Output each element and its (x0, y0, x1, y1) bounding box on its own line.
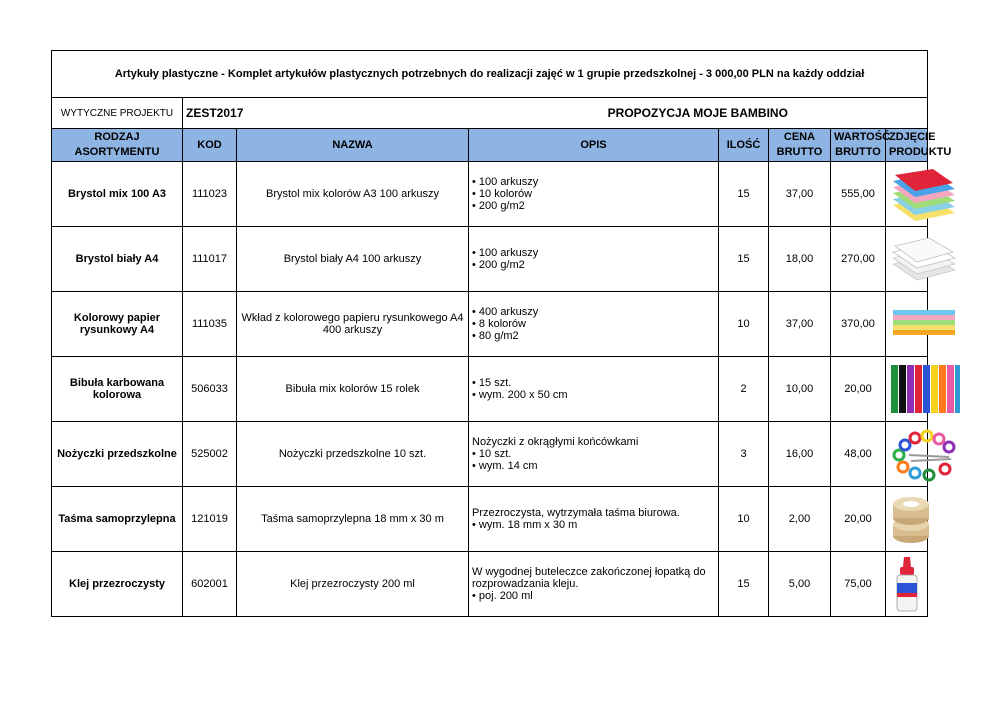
row-photo (886, 552, 928, 617)
scissors-set-icon (889, 425, 961, 483)
desc-line: W wygodnej buteleczce zakończonej łopatką do (472, 566, 706, 578)
row-qty: 10 (719, 487, 769, 552)
desc-line: • 200 g/m2 (472, 259, 525, 271)
row-value: 75,00 (831, 552, 886, 617)
row-category: Bibuła karbowana kolorowa (52, 357, 183, 422)
row-price: 2,00 (769, 487, 831, 552)
table-row (52, 292, 928, 357)
tape-rolls-icon (889, 490, 933, 548)
desc-line: • wym. 18 mm x 30 m (472, 519, 578, 531)
row-code: 525002 (183, 422, 237, 487)
desc-line: • wym. 200 x 50 cm (472, 389, 568, 401)
row-qty: 3 (719, 422, 769, 487)
header-qty: ILOŚĆ (719, 129, 769, 162)
header-price: CENA BRUTTO (769, 129, 831, 162)
desc-line: • 8 kolorów (472, 318, 526, 330)
header-category: RODZAJ ASORTYMENTU (52, 129, 183, 162)
row-photo (886, 487, 928, 552)
row-photo (886, 422, 928, 487)
row-code: 506033 (183, 357, 237, 422)
project-guidelines-label: WYTYCZNE PROJEKTU (52, 98, 183, 129)
crepe-paper-rolls-icon (889, 361, 961, 417)
table-row (52, 487, 928, 552)
row-name: Klej przezroczysty 200 ml (237, 552, 469, 617)
table-row (52, 357, 928, 422)
white-paper-stack-icon (889, 234, 959, 284)
row-description (469, 552, 719, 617)
row-price: 18,00 (769, 227, 831, 292)
row-price: 16,00 (769, 422, 831, 487)
row-description (469, 422, 719, 487)
row-value: 20,00 (831, 357, 886, 422)
row-category: Taśma samoprzylepna (52, 487, 183, 552)
row-name: Taśma samoprzylepna 18 mm x 30 m (237, 487, 469, 552)
header-photo: ZDJĘCIE PRODUKTU (886, 129, 928, 162)
header-name: NAZWA (237, 129, 469, 162)
row-qty: 15 (719, 162, 769, 227)
row-description (469, 162, 719, 227)
row-photo (886, 357, 928, 422)
row-category: Klej przezroczysty (52, 552, 183, 617)
row-qty: 15 (719, 227, 769, 292)
row-photo (886, 292, 928, 357)
table-row (52, 162, 928, 227)
row-value: 555,00 (831, 162, 886, 227)
row-value: 270,00 (831, 227, 886, 292)
table-row (52, 227, 928, 292)
row-name: Brystol biały A4 100 arkuszy (237, 227, 469, 292)
row-name: Brystol mix kolorów A3 100 arkuszy (237, 162, 469, 227)
colored-paper-stack-icon (889, 167, 959, 221)
desc-line: rozprowadzania kleju. (472, 578, 579, 590)
row-description (469, 292, 719, 357)
row-name: Wkład z kolorowego papieru rysunkowego A4 400 arkuszy (237, 292, 469, 357)
desc-line: • 200 g/m2 (472, 200, 525, 212)
row-price: 37,00 (769, 162, 831, 227)
row-photo (886, 227, 928, 292)
header-description: OPIS (469, 129, 719, 162)
row-price: 10,00 (769, 357, 831, 422)
table-row (52, 422, 928, 487)
desc-line: • poj. 200 ml (472, 590, 533, 602)
row-qty: 2 (719, 357, 769, 422)
glue-bottle-icon (892, 555, 922, 613)
desc-line: • 10 kolorów (472, 188, 533, 200)
row-qty: 10 (719, 292, 769, 357)
desc-line: • 400 arkuszy (472, 306, 539, 318)
desc-line: • 80 g/m2 (472, 330, 519, 342)
project-code: ZEST2017 (183, 98, 469, 129)
row-price: 5,00 (769, 552, 831, 617)
table-row (52, 552, 928, 617)
row-category: Kolorowy papier rysunkowy A4 (52, 292, 183, 357)
row-code: 111035 (183, 292, 237, 357)
header-code: KOD (183, 129, 237, 162)
proposal-title: PROPOZYCJA MOJE BAMBINO (469, 98, 928, 129)
document-title: Artykuły plastyczne - Komplet artykułów plastycznych potrzebnych do realizacji zajęć w 1 grupie przedszkolnej - 3 000,00 PLN na każdy oddział (52, 51, 928, 98)
drawing-paper-stack-icon (889, 304, 959, 344)
row-name: Nożyczki przedszkolne 10 szt. (237, 422, 469, 487)
row-value: 370,00 (831, 292, 886, 357)
row-description (469, 487, 719, 552)
row-qty: 15 (719, 552, 769, 617)
row-code: 121019 (183, 487, 237, 552)
desc-line: • 15 szt. (472, 377, 512, 389)
desc-line: Przezroczysta, wytrzymała taśma biurowa. (472, 507, 680, 519)
row-value: 48,00 (831, 422, 886, 487)
row-value: 20,00 (831, 487, 886, 552)
row-category: Nożyczki przedszkolne (52, 422, 183, 487)
desc-line: • 100 arkuszy (472, 176, 539, 188)
row-description (469, 357, 719, 422)
desc-line: • 10 szt. (472, 448, 512, 460)
row-code: 111017 (183, 227, 237, 292)
desc-line: • 100 arkuszy (472, 247, 539, 259)
row-description (469, 227, 719, 292)
row-photo (886, 162, 928, 227)
row-code: 111023 (183, 162, 237, 227)
row-code: 602001 (183, 552, 237, 617)
row-price: 37,00 (769, 292, 831, 357)
product-table (51, 50, 952, 617)
header-value: WARTOŚĆ BRUTTO (831, 129, 886, 162)
row-name: Bibuła mix kolorów 15 rolek (237, 357, 469, 422)
row-category: Brystol mix 100 A3 (52, 162, 183, 227)
desc-line: • wym. 14 cm (472, 460, 538, 472)
desc-line: Nożyczki z okrągłymi końcówkami (472, 436, 639, 448)
row-category: Brystol biały A4 (52, 227, 183, 292)
